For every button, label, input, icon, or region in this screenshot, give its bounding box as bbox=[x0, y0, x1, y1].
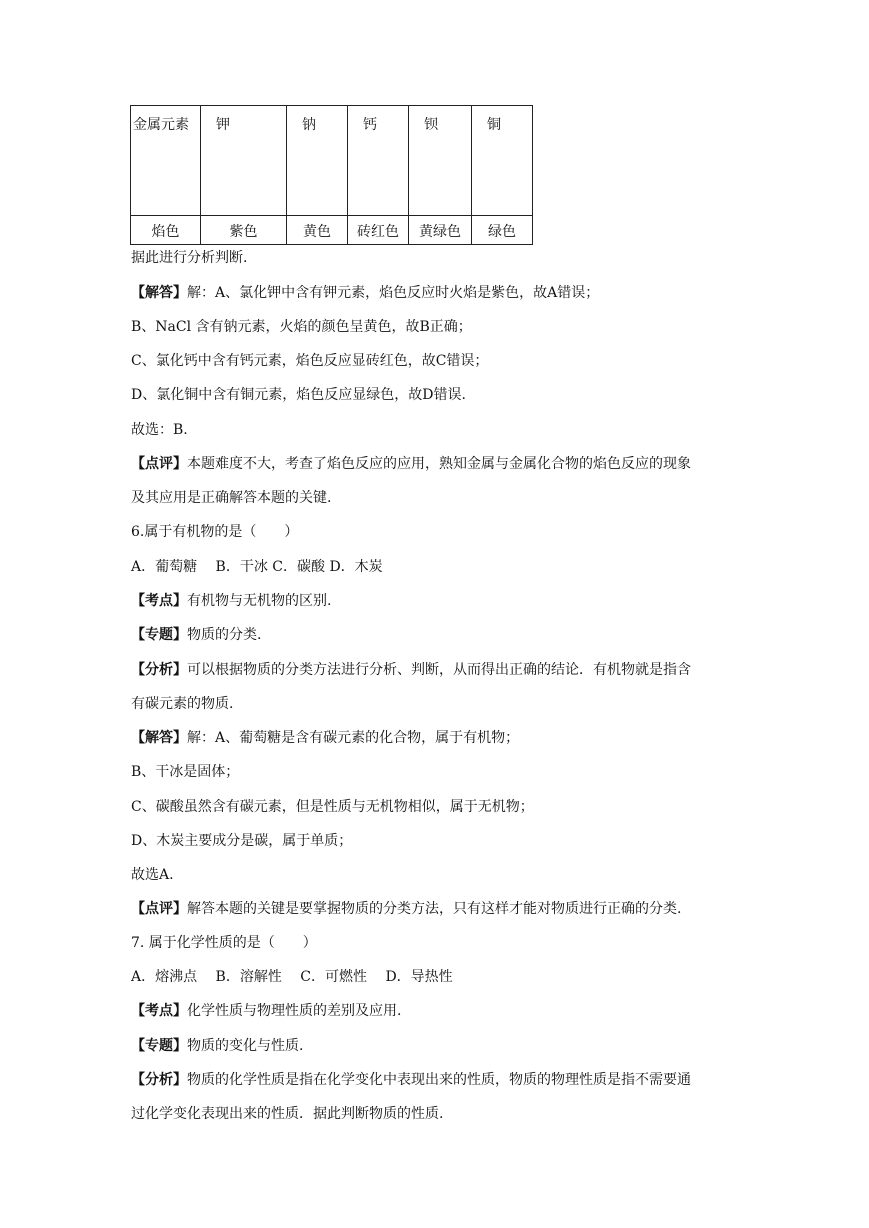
table-cell: 金属元素 bbox=[131, 106, 201, 216]
text-line: 【考点】有机物与无机物的区别. bbox=[131, 593, 332, 609]
text-line: 【考点】化学性质与物理性质的差别及应用. bbox=[131, 1003, 402, 1019]
flame-color-table bbox=[130, 105, 533, 245]
table-cell: 黄绿色 bbox=[409, 216, 472, 245]
text-line: 据此进行分析判断. bbox=[131, 250, 248, 266]
text-line: 【点评】解答本题的关键是要掌握物质的分类方法，只有这样才能对物质进行正确的分类. bbox=[131, 901, 682, 917]
text-line: 【分析】可以根据物质的分类方法进行分析、判断，从而得出正确的结论．有机物就是指含 bbox=[131, 662, 691, 678]
text-line: 【解答】解：A、葡萄糖是含有碳元素的化合物，属于有机物； bbox=[131, 730, 520, 746]
table-cell: 钾 bbox=[201, 106, 287, 216]
text-line: 及其应用是正确解答本题的关键. bbox=[131, 490, 332, 506]
table-cell: 砖红色 bbox=[348, 216, 409, 245]
text-line: 故选A. bbox=[131, 867, 174, 883]
text-line: C、氯化钙中含有钙元素，焰色反应显砖红色，故C错误； bbox=[131, 353, 489, 369]
text-line: B、干冰是固体； bbox=[131, 764, 240, 780]
table-row bbox=[131, 216, 533, 245]
text-line: 有碳元素的物质. bbox=[131, 696, 234, 712]
question-options: A．熔沸点 B．溶解性 C．可燃性 D．导热性 bbox=[131, 969, 453, 985]
question-stem: 6.属于有机物的是（ ） bbox=[131, 524, 299, 540]
table-cell: 焰色 bbox=[131, 216, 201, 245]
text-line: 【分析】物质的化学性质是指在化学变化中表现出来的性质，物质的物理性质是指不需要通 bbox=[131, 1072, 691, 1088]
table-cell: 钠 bbox=[287, 106, 348, 216]
text-line: 故选：B. bbox=[131, 422, 188, 438]
table-cell: 钙 bbox=[348, 106, 409, 216]
text-line: D、氯化铜中含有铜元素，焰色反应显绿色，故D错误. bbox=[131, 387, 466, 403]
table-cell: 铜 bbox=[472, 106, 533, 216]
table-cell: 钡 bbox=[409, 106, 472, 216]
text-line: B、NaCl 含有钠元素，火焰的颜色呈黄色，故B正确； bbox=[131, 319, 472, 335]
table-header-row bbox=[131, 106, 533, 216]
text-line: C、碳酸虽然含有碳元素，但是性质与无机物相似，属于无机物； bbox=[131, 799, 534, 815]
text-line: 【专题】物质的变化与性质. bbox=[131, 1038, 304, 1054]
table-cell: 绿色 bbox=[472, 216, 533, 245]
question-options: A．葡萄糖 B．干冰 C．碳酸 D．木炭 bbox=[131, 559, 383, 575]
table-cell: 黄色 bbox=[287, 216, 348, 245]
text-line: 【专题】物质的分类. bbox=[131, 627, 262, 643]
table-cell: 紫色 bbox=[201, 216, 287, 245]
text-line: 过化学变化表现出来的性质．据此判断物质的性质. bbox=[131, 1106, 444, 1122]
text-line: 【点评】本题难度不大，考查了焰色反应的应用，熟知金属与金属化合物的焰色反应的现象 bbox=[131, 456, 691, 472]
question-stem: 7. 属于化学性质的是（ ） bbox=[131, 935, 317, 951]
text-line: 【解答】解：A、氯化钾中含有钾元素，焰色反应时火焰是紫色，故A错误； bbox=[131, 285, 600, 301]
text-line: D、木炭主要成分是碳，属于单质； bbox=[131, 833, 353, 849]
